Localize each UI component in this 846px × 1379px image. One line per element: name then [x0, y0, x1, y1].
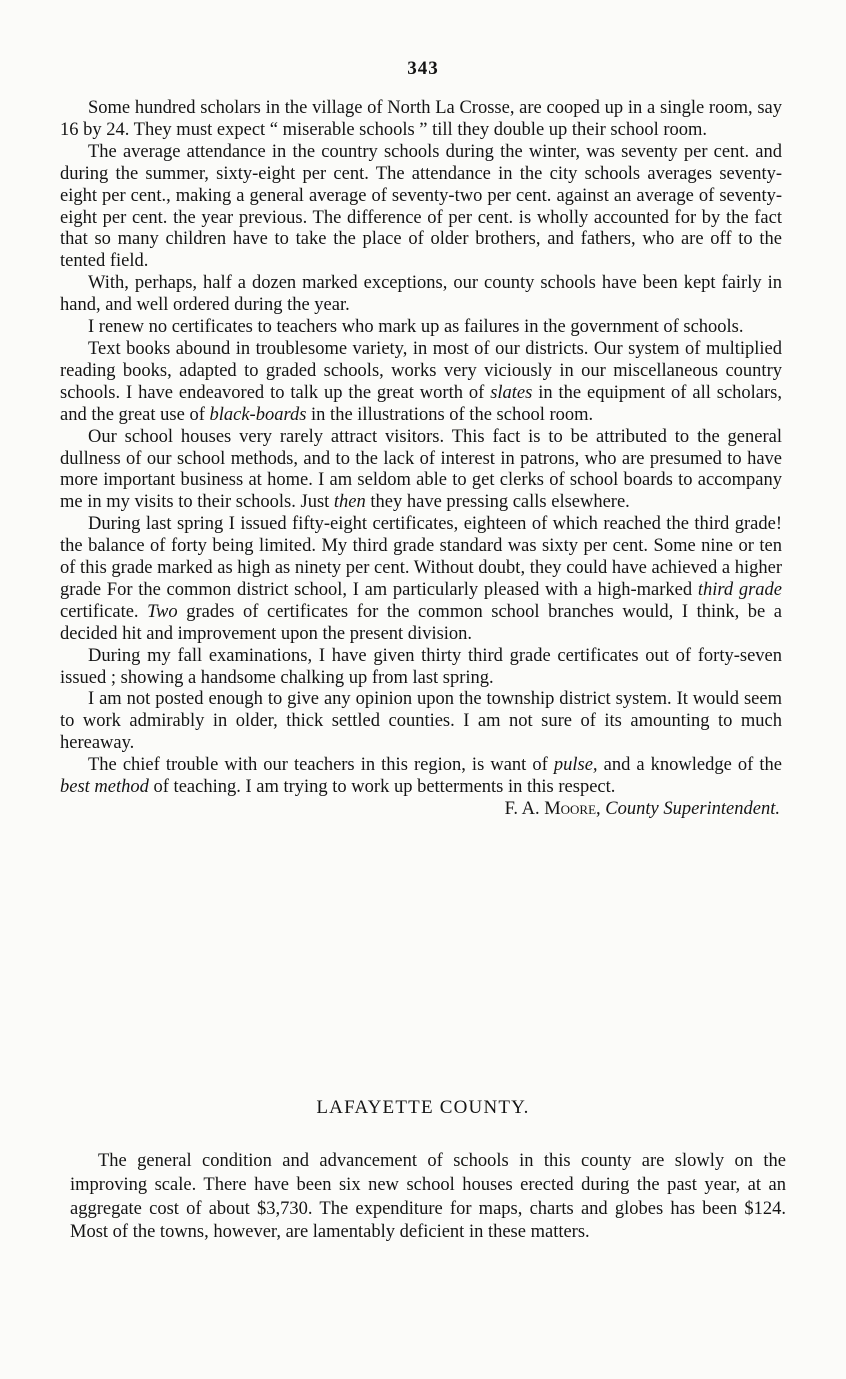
paragraph-certificate-renewal: I renew no certificates to teachers who mark up as failures in the government of schools.: [88, 317, 744, 338]
black-boards-italic: black-boards: [209, 404, 307, 425]
pulse-italic: pulse,: [553, 755, 598, 776]
report-body: [60, 98, 782, 821]
spring-part-3: grades of certificates for the common school branches would, I think, be a decided hit and improvement upon the present division.: [60, 601, 783, 644]
paragraph-discipline: With, perhaps, half a dozen marked exceptions, our county schools have been kept fairly in hand, and well ordered during the year.: [60, 273, 782, 316]
spring-part-2: certificate.: [60, 601, 148, 622]
spring-part-1: During last spring I issued fifty-eight certificates, eighteen of which reached the third grade! the balance of forty being limited. My third grade standard was sixty per cent. Some nine or ten of this grade marked as high as ninety per cent. Without doubt, they could have achieved a higher grade For the common district school, I am particularly pleased with a high-marked: [60, 514, 782, 600]
paragraph-attendance: The average attendance in the country schools during the winter, was seventy per cent. and during the summer, sixty-eight per cent. The attendance in the city schools averages seventy-eight per cent., making a general average of seventy-two per cent. against an average of seventy-eight per cent. the year previous. The difference of per cent. is wholly accounted for by the fact that so many children have to take the place of older brothers, and fathers, who are off to the tented field.: [60, 141, 782, 272]
paragraph-spring-certificates: [60, 514, 782, 645]
signature-title: County Superintendent.: [605, 799, 780, 819]
section-heading: LAFAYETTE COUNTY.: [316, 1097, 530, 1118]
trouble-part-3: of teaching. I am trying to work up betterments in this respect.: [148, 777, 616, 798]
paragraph-school-visitors: [60, 427, 782, 515]
text-books-part-2: in the equipment of all scholars, and the great use of: [60, 382, 783, 425]
text-books-part-1: Text books abound in troublesome variety, in most of our districts. Our system of multiplied reading books, adapted to graded schools, works very viciously in our miscellaneous country schools. I have endeavored to talk up the great worth of: [60, 338, 782, 403]
visitors-part-2: they have pressing calls elsewhere.: [365, 492, 630, 513]
best-method-italic: best method: [60, 777, 149, 798]
paragraph-chief-trouble: [60, 755, 782, 799]
trouble-part-1: The chief trouble with our teachers in this region, is want of: [88, 755, 554, 776]
page-number: 343: [407, 58, 439, 79]
paragraph-text-books: [60, 339, 782, 427]
two-italic: Two: [147, 601, 178, 622]
paragraph-fall-examinations: During my fall examinations, I have given thirty third grade certificates out of forty-seven issued ; showing a handsome chalking up from last spring.: [60, 645, 782, 688]
paragraph-crowded-schoolroom: Some hundred scholars in the village of North La Crosse, are cooped up in a single room, say 16 by 24. They must expect “ miserable schools ” till they double up their school room.: [60, 98, 782, 140]
visitors-part-1: Our school houses very rarely attract visitors. This fact is to be attributed to the general dullness of our school methods, and to the lack of interest in patrons, who are presumed to have more important business at home. I am seldom able to get clerks of school boards to accompany me in my visits to their schools. Just: [60, 426, 782, 513]
section-body: [70, 1150, 786, 1245]
slates-italic: slates: [490, 382, 533, 403]
text-books-part-3: in the illustrations of the school room.: [306, 404, 594, 425]
then-italic: then: [333, 492, 366, 513]
trouble-part-2: and a knowledge of the: [597, 755, 783, 776]
signature-name: F. A. Moore,: [504, 799, 601, 819]
paragraph-lafayette: The general condition and advancement of schools in this county are slowly on the improving scale. There have been six new school houses erected during the past year, at an aggregate cost of about $3,730. The expenditure for maps, charts and globes has been $124. Most of the towns, however, are lamentably deficient in these matters.: [70, 1151, 786, 1243]
paragraph-township-system: I am not posted enough to give any opinion upon the township district system. It would seem to work admirably in older, thick settled counties. I am not sure of its amounting to much hereaway.: [60, 689, 782, 754]
third-grade-italic: third grade: [697, 579, 782, 600]
signature: [60, 799, 782, 821]
